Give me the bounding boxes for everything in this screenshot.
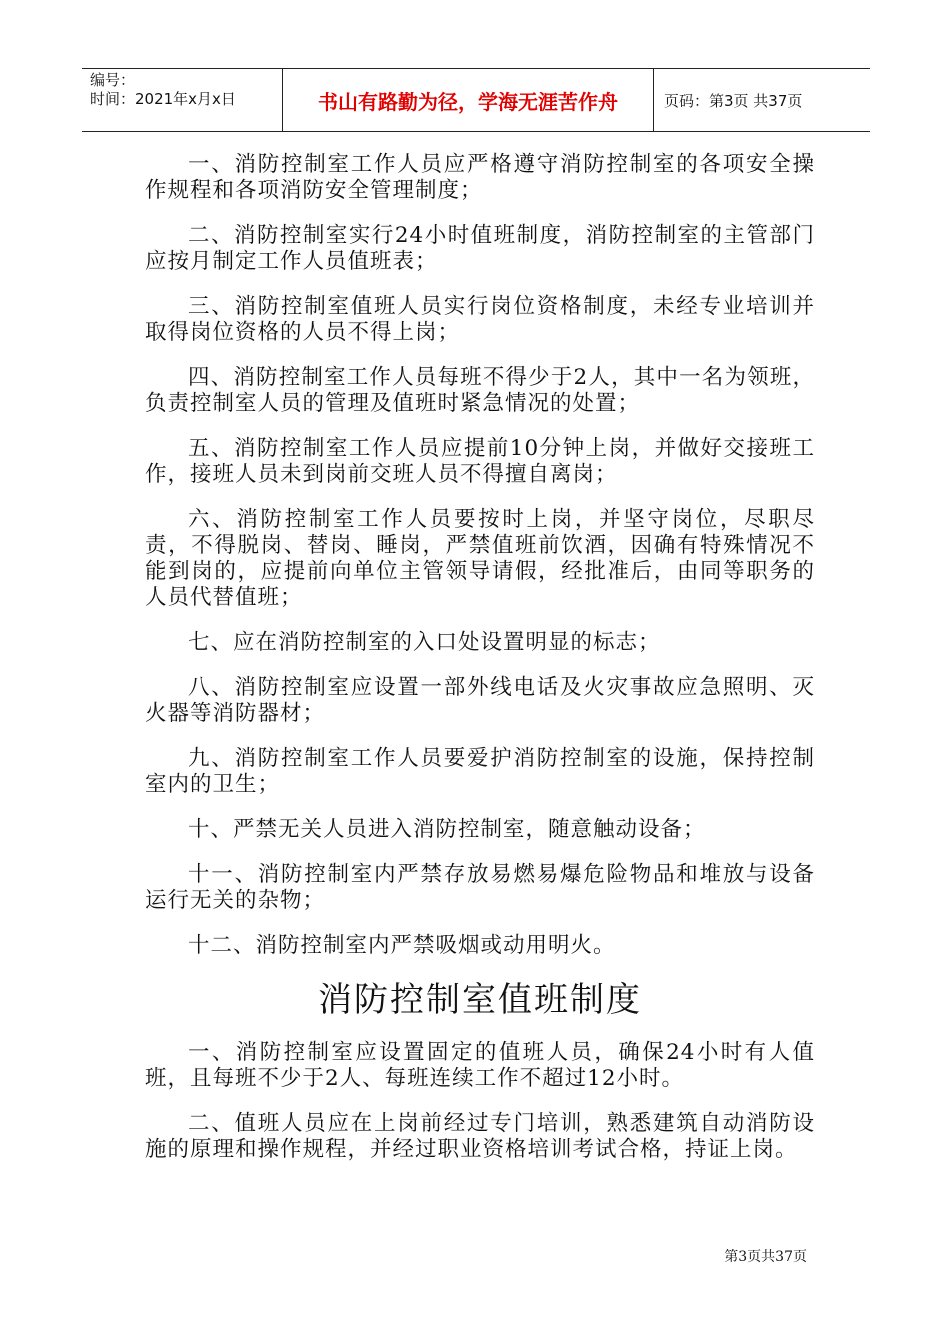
number-label: 编号： — [90, 71, 136, 89]
header-meta — [82, 69, 282, 131]
paragraph: 六、消防控制室工作人员要按时上岗，并坚守岗位，尽职尽责，不得脱岗、替岗、睡岗，严禁值班前饮酒，因确有特殊情况不能到岗的，应提前向单位主管领导请假，经批准后，由同等职务的人员代替值班； — [145, 507, 815, 610]
paragraph: 一、消防控制室工作人员应严格遵守消防控制室的各项安全操作规程和各项消防安全管理制度； — [145, 152, 815, 203]
header-motto: 书山有路勤为径，学海无涯苦作舟 — [282, 69, 654, 131]
header-page-label: 页码：第3页 共37页 — [664, 91, 803, 110]
paragraph: 一、消防控制室应设置固定的值班人员，确保24小时有人值班，且每班不少于2人、每班连续工作不超过12小时。 — [145, 1040, 815, 1091]
paragraph: 十二、消防控制室内严禁吸烟或动用明火。 — [188, 933, 616, 958]
paragraph: 九、消防控制室工作人员要爱护消防控制室的设施，保持控制室内的卫生； — [145, 746, 815, 797]
paragraph: 三、消防控制室值班人员实行岗位资格制度，未经专业培训并取得岗位资格的人员不得上岗； — [145, 294, 815, 345]
paragraph: 十一、消防控制室内严禁存放易燃易爆危险物品和堆放与设备运行无关的杂物； — [145, 862, 815, 913]
page-header — [82, 68, 870, 132]
paragraph: 七、应在消防控制室的入口处设置明显的标志； — [188, 630, 661, 655]
paragraph: 五、消防控制室工作人员应提前10分钟上岗，并做好交接班工作，接班人员未到岗前交班人员不得擅自离岗； — [145, 436, 815, 487]
section-title: 消防控制室值班制度 — [318, 980, 642, 1020]
page-footer: 第3页共37页 — [724, 1249, 807, 1265]
time-label: 时间：2021年x月x日 — [90, 90, 236, 108]
paragraph: 二、值班人员应在上岗前经过专门培训，熟悉建筑自动消防设施的原理和操作规程，并经过职业资格培训考试合格，持证上岗。 — [145, 1111, 815, 1162]
paragraph: 十、严禁无关人员进入消防控制室，随意触动设备； — [188, 817, 706, 842]
paragraph: 八、消防控制室应设置一部外线电话及火灾事故应急照明、灭火器等消防器材； — [145, 675, 815, 726]
paragraph: 四、消防控制室工作人员每班不得少于2人，其中一名为领班，负责控制室人员的管理及值班时紧急情况的处置； — [145, 365, 815, 416]
document-body — [145, 152, 815, 1182]
paragraph: 二、消防控制室实行24小时值班制度，消防控制室的主管部门应按月制定工作人员值班表； — [145, 223, 815, 274]
